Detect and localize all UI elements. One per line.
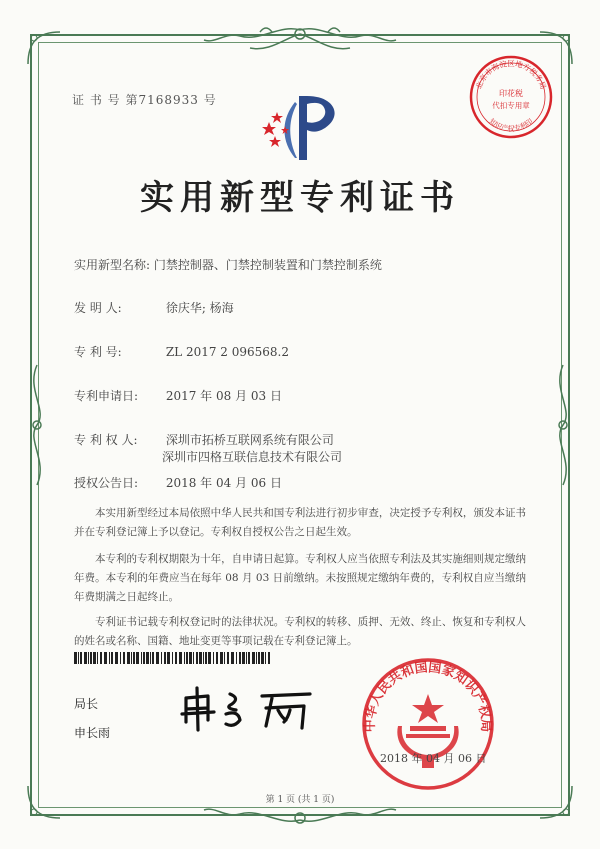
- barcode-bar: [258, 652, 260, 664]
- barcode-bar: [231, 652, 234, 664]
- barcode-bar: [141, 652, 142, 664]
- barcode-bar: [104, 652, 107, 664]
- barcode-bar: [184, 652, 185, 664]
- barcode-bar: [80, 652, 82, 664]
- page-footer: 第 1 页 (共 1 页): [265, 795, 335, 805]
- barcode-bar: [127, 652, 130, 664]
- utility-model-name-row: [74, 256, 382, 273]
- barcode-bar: [172, 652, 173, 664]
- barcode-bar: [265, 652, 266, 664]
- patentee-value-2: 深圳市四格互联信息技术有限公司: [162, 450, 343, 464]
- barcode-bar: [193, 652, 194, 664]
- barcode-bar: [115, 652, 118, 664]
- body-paragraph-3: 专利证书记载专利权登记时的法律状况。专利权的转移、质押、无效、终止、恢复和专利权人的姓名或名称、国籍、地址变更等事项记载在专利登记簿上。: [74, 616, 526, 647]
- grant-date-label: 授权公告日:: [74, 476, 139, 490]
- barcode-bar: [246, 652, 247, 664]
- tax-seal-center: 印花税: [499, 89, 523, 98]
- barcode-bar: [220, 652, 223, 664]
- certificate-number: 证 书 号 第7168933 号: [72, 93, 217, 107]
- barcode-bar: [252, 652, 255, 664]
- tax-seal-bottom: 代扣专用章: [492, 101, 530, 110]
- patent-number-row: [74, 343, 289, 360]
- cnipa-logo: [255, 92, 347, 164]
- corner-ornament-tl: [24, 28, 64, 68]
- barcode-bar: [131, 652, 132, 664]
- utility-model-name-label: 实用新型名称:: [74, 258, 151, 272]
- patentee-row: [74, 431, 334, 448]
- patent-number-label: 专 利 号:: [74, 345, 122, 359]
- barcode-bar: [261, 652, 264, 664]
- barcode-bar: [186, 652, 188, 664]
- barcode-bar: [120, 652, 121, 664]
- seal-date: 2018 年 04 月 06 日: [380, 752, 487, 765]
- barcode-bar: [161, 652, 162, 664]
- barcode-bar: [146, 652, 149, 664]
- patent-number-value: ZL 2017 2 096568.2: [165, 345, 290, 359]
- certificate-title: 实用新型专利证书: [140, 178, 460, 218]
- patentee-row-2: [162, 448, 342, 465]
- barcode-bar: [109, 652, 110, 664]
- barcode-bar: [196, 652, 198, 664]
- barcode-bar: [236, 652, 237, 664]
- seal-ring-text: 中华人民共和国国家知识产权局: [362, 660, 494, 733]
- right-ornament: [548, 360, 578, 490]
- body-paragraph-1: 本实用新型经过本局依照中华人民共和国专利法进行初步审查，决定授予专利权，颁发本证书并在专利登记簿上予以登记。专利权自授权公告之日起生效。: [74, 507, 526, 538]
- barcode-bar: [150, 652, 151, 664]
- barcode: [74, 652, 274, 664]
- barcode-bar: [136, 652, 139, 664]
- inventor-value: 徐庆华; 杨海: [165, 301, 234, 315]
- inventor-row: [74, 299, 234, 316]
- barcode-bar: [256, 652, 257, 664]
- barcode-bar: [242, 652, 245, 664]
- barcode-bar: [248, 652, 250, 664]
- barcode-bar: [93, 652, 96, 664]
- grant-date-row: [74, 474, 282, 491]
- barcode-bar: [179, 652, 182, 664]
- barcode-bar: [97, 652, 98, 664]
- national-ip-office-seal: [358, 654, 498, 794]
- officer-name: 申长雨: [74, 726, 111, 740]
- barcode-bar: [143, 652, 145, 664]
- left-ornament: [22, 360, 52, 490]
- patentee-label: 专 利 权 人:: [74, 433, 138, 447]
- barcode-bar: [268, 652, 270, 664]
- body-paragraph-2: 本专利的专利权期限为十年，自申请日起算。专利权人应当依照专利法及其实施细则规定缴纳年费。本专利的年费应当在每年 08 月 03 日前缴纳。未按照规定缴纳年费的，专利权自应当缴纳年费期满之日起终止。: [74, 553, 526, 603]
- barcode-bar: [152, 652, 154, 664]
- grant-date-value: 2018 年 04 月 06 日: [165, 476, 282, 490]
- barcode-bar: [227, 652, 229, 664]
- barcode-bar: [111, 652, 113, 664]
- top-ornament: [200, 22, 400, 62]
- barcode-bar: [164, 652, 166, 664]
- barcode-bar: [199, 652, 202, 664]
- barcode-bar: [239, 652, 241, 664]
- officer-role: 局长: [74, 697, 99, 711]
- barcode-bar: [156, 652, 159, 664]
- director-signature: [178, 684, 328, 734]
- barcode-bar: [74, 652, 77, 664]
- filing-date-value: 2017 年 08 月 03 日: [165, 389, 282, 403]
- barcode-bar: [216, 652, 218, 664]
- barcode-bar: [175, 652, 177, 664]
- barcode-bar: [203, 652, 204, 664]
- barcode-bar: [213, 652, 214, 664]
- barcode-bar: [205, 652, 207, 664]
- filing-date-row: [74, 387, 282, 404]
- barcode-bar: [90, 652, 92, 664]
- utility-model-name-value: 门禁控制器、门禁控制装置和门禁控制系统: [153, 258, 382, 272]
- barcode-bar: [208, 652, 211, 664]
- filing-date-label: 专利申请日:: [74, 389, 139, 403]
- barcode-bar: [224, 652, 225, 664]
- barcode-bar: [167, 652, 170, 664]
- tax-seal: [466, 52, 556, 142]
- barcode-bar: [189, 652, 192, 664]
- barcode-bar: [84, 652, 87, 664]
- barcode-bar: [78, 652, 79, 664]
- inventor-label: 发 明 人:: [74, 301, 122, 315]
- tax-seal-top-text: 北京市海淀区地方税务局: [474, 59, 548, 91]
- tax-seal-outer-text: 知识产权专利印: [487, 117, 535, 133]
- barcode-bar: [123, 652, 125, 664]
- barcode-bar: [100, 652, 102, 664]
- barcode-bar: [133, 652, 135, 664]
- barcode-bar: [88, 652, 89, 664]
- patentee-value-1: 深圳市拓桥互联网系统有限公司: [165, 433, 334, 447]
